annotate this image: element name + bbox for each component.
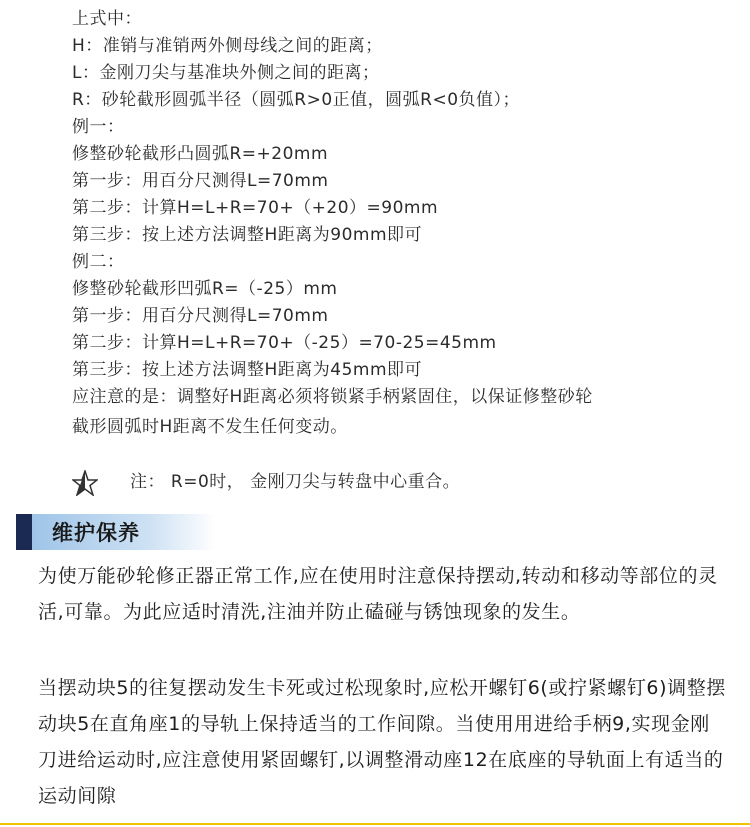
section-title: 维护保养: [52, 521, 140, 545]
section-header-bar: [16, 514, 32, 550]
note-line: L：金刚刀尖与基准块外侧之间的距离；: [72, 63, 380, 83]
note-line: 第二步：计算H=L+R=70+（-25）=70-25=45mm: [72, 333, 497, 353]
bottom-rule: [0, 823, 750, 825]
section-header-fill: [32, 514, 216, 550]
note-line: 修整砂轮截形凸圆弧R=+20mm: [72, 144, 329, 164]
section-header: [16, 514, 216, 550]
note-line: 第三步：按上述方法调整H距离为45mm即可: [72, 360, 423, 380]
note-line: 例一：: [72, 117, 125, 137]
note-line: 修整砂轮截形凹弧R=（-25）mm: [72, 279, 338, 299]
note-line: 应注意的是：调整好H距离必须将锁紧手柄紧固住，以保证修整砂轮: [72, 387, 593, 407]
note-line: 第二步：计算H=L+R=70+（+20）=90mm: [72, 198, 439, 218]
note-line: 第一步：用百分尺测得L=70mm: [72, 171, 329, 191]
maintenance-paragraph: 当摆动块5的往复摆动发生卡死或过松现象时,应松开螺钉6(或拧紧螺钉6)调整摆动块5在直角座1的导轨上保持适当的工作间隙。当使用用进给手柄9,实现金刚刀进给运动时,应注意使用紧固螺钉,以调整滑动座12在底座的导轨面上有适当的运动间隙: [38, 677, 726, 807]
note-line: 第一步：用百分尺测得L=70mm: [72, 306, 329, 326]
note-line: H：准销与准销两外侧母线之间的距离；: [72, 36, 383, 56]
note-line: 上式中：: [72, 9, 142, 29]
note-line: 例二：: [72, 252, 125, 272]
note-text: 注： R=0时， 金刚刀尖与转盘中心重合。: [130, 472, 461, 492]
note-line: 截形圆弧时H距离不发生任何变动。: [72, 417, 348, 437]
star-icon: [72, 470, 98, 496]
note-line: R：砂轮截形圆弧半径（圆弧R>0正值，圆弧R<0负值）；: [72, 90, 521, 110]
note-line: 第三步：按上述方法调整H距离为90mm即可: [72, 225, 423, 245]
maintenance-paragraph: 为使万能砂轮修正器正常工作,应在使用时注意保持摆动,转动和移动等部位的灵活,可靠。为此应适时清洗,注油并防止磕碰与锈蚀现象的发生。: [38, 565, 718, 623]
